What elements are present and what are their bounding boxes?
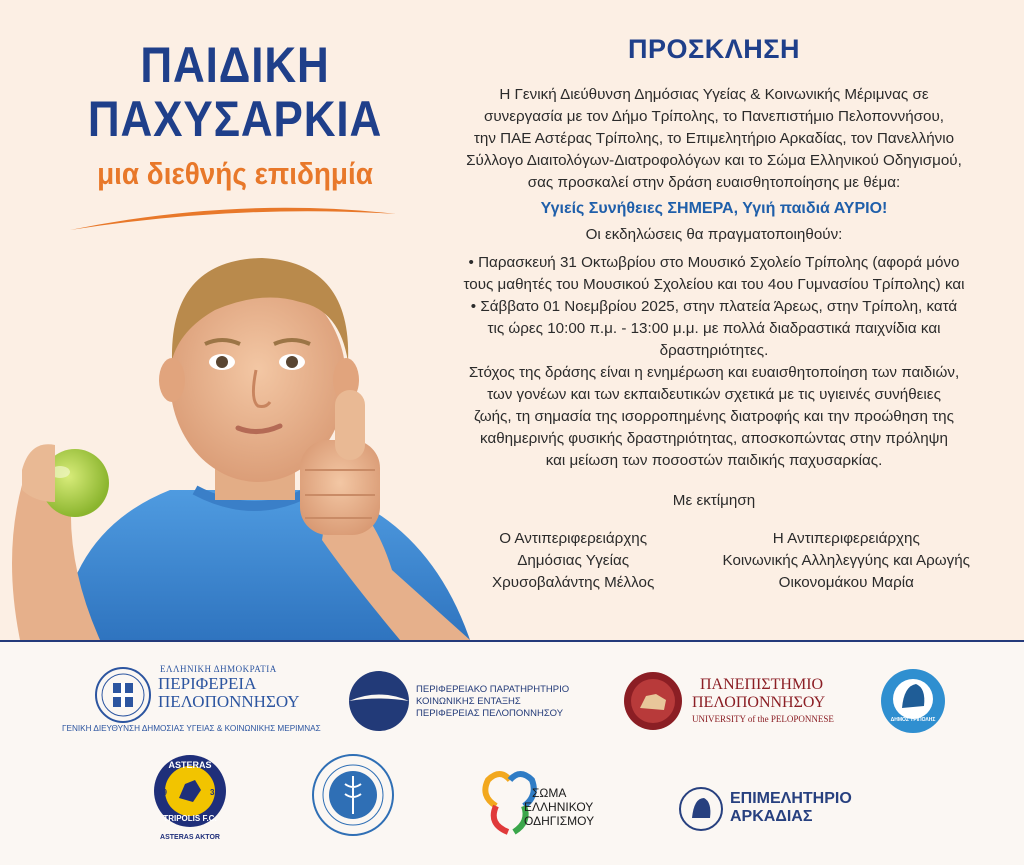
title-subtitle: μια διεθνής επιδημία xyxy=(97,156,373,191)
invitation-intro xyxy=(430,84,998,194)
asteras-year-2: 31 xyxy=(210,788,219,797)
chamber-l1: ΕΠΙΜΕΛΗΤΗΡΙΟ xyxy=(730,790,852,807)
intro-line: Η Γενική Διεύθυνση Δημόσιας Υγείας & Κοινωνικής Μέριμνας σε xyxy=(499,86,929,103)
goal-line: των γονέων και των εκπαιδευτικών σχετικά με τις υγιεινές συνήθειες xyxy=(487,386,941,403)
signer-dept: Δημόσιας Υγείας xyxy=(517,552,630,569)
signer-name: Οικονομάκου Μαρία xyxy=(778,574,914,591)
closing: Με εκτίμηση xyxy=(672,492,756,509)
observatory-icon xyxy=(348,670,410,732)
observatory-l2: ΚΟΙΝΩΝΙΚΗΣ ΕΝΤΑΞΗΣ xyxy=(416,696,521,707)
event-line: δραστηριότητες. xyxy=(659,342,769,359)
university-l2: ΠΕΛΟΠΟΝΝΗΣΟΥ xyxy=(692,694,826,711)
goal-line: ζωής, τη σημασία της ισορροπημένης διατροφής και την προώθηση της xyxy=(474,408,954,425)
goal-line: καθημερινής φυσικής δραστηριότητας, αποσκοπώντας στην πρόληψη xyxy=(480,430,948,447)
logo-chamber xyxy=(678,786,878,834)
dimos-label: ΔΗΜΟΣ ΤΡΙΠΟΛΗΣ xyxy=(890,717,936,723)
logo-dimos-tripolis xyxy=(880,668,946,734)
scouts-l3: ΟΔΗΓΙΣΜΟΥ xyxy=(524,814,595,828)
scouts-l1: ΣΩΜΑ xyxy=(532,786,567,800)
invitation-heading: ΠΡΟΣΚΛΗΣΗ xyxy=(628,34,800,64)
region-sub: ΓΕΝΙΚΗ ΔΙΕΥΘΥΝΣΗ ΔΗΜΟΣΙΑΣ ΥΓΕΙΑΣ & ΚΟΙΝΩΝΙΚΗΣ ΜΕΡΙΜΝΑΣ xyxy=(62,724,321,733)
intro-line: συνεργασία με τον Δήμο Τρίπολης, το Πανεπιστήμιο Πελοποννήσου, xyxy=(483,108,945,125)
asteras-caption: ASTERAS AKTOR xyxy=(160,834,220,841)
event-line: • Παρασκευή 31 Οκτωβρίου στο Μουσικό Σχολείο Τρίπολης (αφορά μόνο xyxy=(468,254,960,271)
dietitians-seal-icon xyxy=(312,754,394,836)
signer-right xyxy=(723,528,970,594)
goal-line: και μείωση των ποσοστών παιδικής παχυσαρκίας. xyxy=(545,452,883,469)
intro-line: Σύλλογο Διαιτολόγων-Διατροφολόγων και το Σώμα Ελληνικού Οδηγισμού, xyxy=(466,152,962,169)
asteras-year-1: 19 xyxy=(158,788,167,797)
logo-scouts xyxy=(478,766,638,838)
signers xyxy=(430,528,998,594)
signer-dept: Κοινωνικής Αλληλεγγύης και Αρωγής xyxy=(722,552,970,569)
event-line: • Σάββατο 01 Νοεμβρίου 2025, στην πλατεία Άρεως, στην Τρίπολη, κατά xyxy=(470,298,958,315)
signer-name: Χρυσοβαλάντης Μέλλος xyxy=(492,574,655,591)
asteras-bottom: TRIPOLIS F.C. xyxy=(163,814,217,823)
goal-paragraph xyxy=(430,362,998,472)
signer-left xyxy=(492,528,654,594)
logo-dietitians xyxy=(312,754,394,836)
scouts-l2: ΕΛΛΗΝΙΚΟΥ xyxy=(524,800,594,814)
signer-title: Η Αντιπεριφερειάρχης xyxy=(772,530,920,547)
event-slogan: Υγιείς Συνήθειες ΣΗΜΕΡΑ, Υγιή παιδιά ΑΥΡΙΟ! xyxy=(540,200,888,217)
observatory-l3: ΠΕΡΙΦΕΡΕΙΑΣ ΠΕΛΟΠΟΝΝΗΣΟΥ xyxy=(416,708,564,719)
title-line-1: ΠΑΙΔΙΚΗ xyxy=(140,37,330,93)
title-block xyxy=(40,38,430,192)
event-line: τους μαθητές του Μουσικού Σχολείου και του 4ου Γυμνασίου Τρίπολης) και xyxy=(463,276,965,293)
orange-swoosh xyxy=(68,196,398,236)
events-intro: Οι εκδηλώσεις θα πραγματοποιηθούν: xyxy=(585,226,843,243)
logo-observatory xyxy=(348,670,598,732)
boy-photo xyxy=(0,240,480,640)
chamber-l2: ΑΡΚΑΔΙΑΣ xyxy=(730,808,813,825)
university-l1: ΠΑΝΕΠΙΣΤΗΜΙΟ xyxy=(700,676,824,693)
logo-asteras xyxy=(150,754,230,859)
invitation-content xyxy=(430,34,998,594)
event-line: τις ώρες 10:00 π.μ. - 13:00 μ.μ. με πολλά διαδραστικά παιχνίδια και xyxy=(487,320,941,337)
signer-title: Ο Αντιπεριφερειάρχης xyxy=(499,530,648,547)
asteras-top: ASTERAS xyxy=(168,760,212,770)
chamber-emblem-icon xyxy=(678,786,724,832)
goal-line: Στόχος της δράσης είναι η ενημέρωση και ευαισθητοποίηση των παιδιών, xyxy=(468,364,960,381)
events-list xyxy=(430,252,998,362)
region-top: ΕΛΛΗΝΙΚΗ ΔΗΜΟΚΡΑΤΙΑ xyxy=(160,664,277,674)
title-line-2: ΠΑΧΥΣΑΡΚΙΑ xyxy=(87,91,383,147)
observatory-l1: ΠΕΡΙΦΕΡΕΙΑΚΟ ΠΑΡΑΤΗΡΗΤΗΡΙΟ xyxy=(416,684,570,695)
greek-emblem-icon xyxy=(92,664,154,726)
university-l3: UNIVERSITY of the PELOPONNESE xyxy=(692,714,834,724)
logo-region-peloponnese xyxy=(62,664,332,734)
intro-line: σας προσκαλεί στην δράση ευαισθητοποίησης με θέμα: xyxy=(527,174,901,191)
region-name-2: ΠΕΛΟΠΟΝΝΗΣΟΥ xyxy=(158,692,300,711)
dimos-tripolis-icon xyxy=(880,668,946,734)
intro-line: την ΠΑΕ Αστέρας Τρίπολης, το Επιμελητήριο Αρκαδίας, τον Πανελλήνιο xyxy=(473,130,955,147)
university-seal-icon xyxy=(622,670,684,732)
logo-university xyxy=(622,670,862,734)
partner-logos xyxy=(0,642,1024,865)
region-name-1: ΠΕΡΙΦΕΡΕΙΑ xyxy=(158,674,257,693)
